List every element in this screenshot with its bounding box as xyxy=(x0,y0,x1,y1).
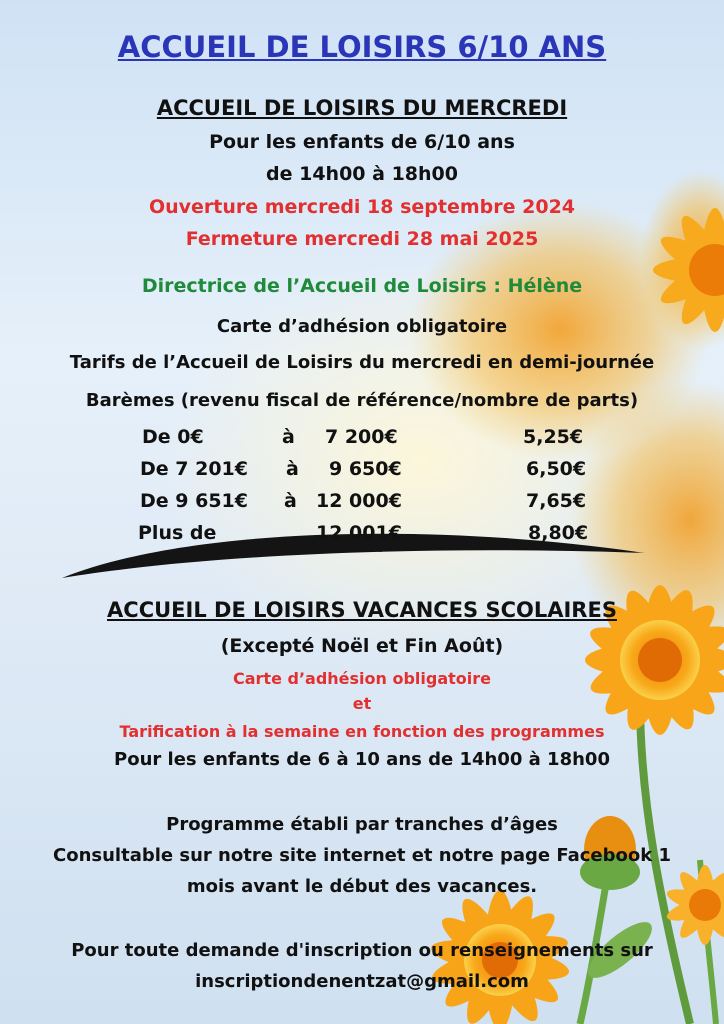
program-line-2: Consultable sur notre site internet et notre page Facebook 1 xyxy=(53,845,671,866)
tarifs-line: Tarifs de l’Accueil de Loisirs du mercredi en demi-journée xyxy=(69,352,655,373)
rate-separator: à xyxy=(286,458,299,480)
vacances-card: Carte d’adhésion obligatoire xyxy=(232,669,491,688)
rate-price: 5,25€ xyxy=(523,426,584,448)
vacances-children: Pour les enfants de 6 à 10 ans de 14h00 à 18h00 xyxy=(114,749,610,770)
membership-card-line: Carte d’adhésion obligatoire xyxy=(216,316,508,337)
page-title: ACCUEIL DE LOISIRS 6/10 ANS xyxy=(117,30,607,64)
rate-to: 9 650€ xyxy=(329,458,402,480)
director-line: Directrice de l’Accueil de Loisirs : Hélène xyxy=(141,275,583,297)
mercredi-hours-line: de 14h00 à 18h00 xyxy=(266,163,458,185)
rate-from: De 9 651€ xyxy=(140,490,248,512)
rate-separator: à xyxy=(284,490,297,512)
opening-date: Ouverture mercredi 18 septembre 2024 xyxy=(148,196,576,218)
vacances-and: et xyxy=(352,694,372,713)
closing-date: Fermeture mercredi 28 mai 2025 xyxy=(185,228,539,250)
rate-separator: à xyxy=(282,426,295,448)
rate-price: 8,80€ xyxy=(528,522,589,544)
program-line-1: Programme établi par tranches d’âges xyxy=(166,814,558,835)
mercredi-age-line: Pour les enfants de 6/10 ans xyxy=(209,131,515,153)
mercredi-heading: ACCUEIL DE LOISIRS DU MERCREDI xyxy=(156,96,568,120)
rate-to: 7 200€ xyxy=(325,426,398,448)
rate-from: Plus de xyxy=(138,522,217,544)
vacances-exception: (Excepté Noël et Fin Août) xyxy=(220,635,504,657)
contact-email[interactable]: inscriptiondenentzat@gmail.com xyxy=(195,971,529,992)
rate-from: De 7 201€ xyxy=(140,458,248,480)
vacances-pricing: Tarification à la semaine en fonction des programmes xyxy=(119,722,605,741)
rate-to: 12 000€ xyxy=(316,490,402,512)
contact-line: Pour toute demande d'inscription ou renseignements sur xyxy=(71,940,653,961)
rate-to: 12 001€ xyxy=(316,522,402,544)
program-line-3: mois avant le début des vacances. xyxy=(186,876,538,897)
rate-price: 7,65€ xyxy=(526,490,587,512)
rate-price: 6,50€ xyxy=(526,458,587,480)
rate-from: De 0€ xyxy=(142,426,204,448)
vacances-heading: ACCUEIL DE LOISIRS VACANCES SCOLAIRES xyxy=(107,598,617,622)
baremes-line: Barèmes (revenu fiscal de référence/nombre de parts) xyxy=(85,390,639,411)
